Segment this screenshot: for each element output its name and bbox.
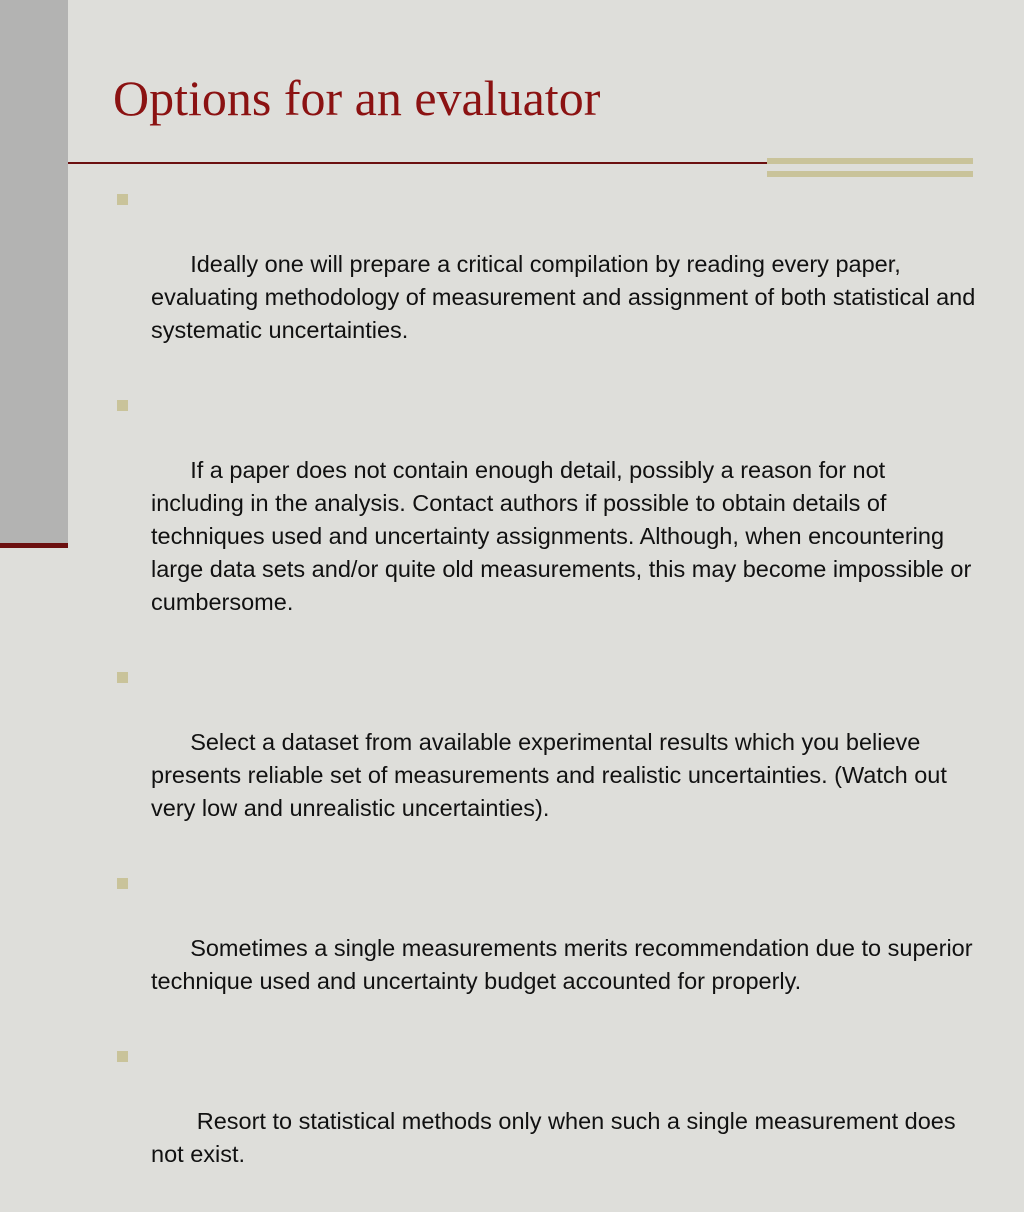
bullet-item [117, 182, 982, 380]
bullet-item [117, 660, 977, 858]
accent-bar-bottom [767, 171, 973, 177]
bullet-text: If a paper does not contain enough detail, possibly a reason for not including in the analysis. Contact authors if possible to obtain details of techniques used and uncertainty assignments. Although, when encountering large data sets and/or quite old measurements, this may become impossible or cumbersome. [151, 457, 978, 615]
bullet-text: Select a dataset from available experimental results which you believe presents reliable set of measurements and realistic uncertainties. (Watch out very low and unrealistic uncertainties). [151, 729, 954, 821]
accent-bar-top [767, 158, 973, 164]
bullet-text: Sometimes a single measurements merits recommendation due to superior technique used and uncertainty budget accounted for properly. [151, 935, 980, 994]
left-band-rule [0, 543, 68, 548]
square-bullet-icon [117, 400, 128, 411]
square-bullet-icon [117, 194, 128, 205]
bullet-list [117, 182, 982, 1212]
bullet-item [117, 866, 980, 1031]
left-side-band [0, 0, 68, 546]
square-bullet-icon [117, 878, 128, 889]
slide-title: Options for an evaluator [113, 70, 601, 126]
bullet-item [117, 388, 977, 652]
square-bullet-icon [117, 672, 128, 683]
bullet-text: Resort to statistical methods only when such a single measurement does not exist. [151, 1108, 963, 1167]
bullet-item [117, 1039, 977, 1204]
bullet-text: Ideally one will prepare a critical compilation by reading every paper, evaluating methodology of measurement and assignment of both statistical and systematic uncertainties. [151, 251, 982, 343]
square-bullet-icon [117, 1051, 128, 1062]
title-underline-rule [68, 162, 790, 164]
